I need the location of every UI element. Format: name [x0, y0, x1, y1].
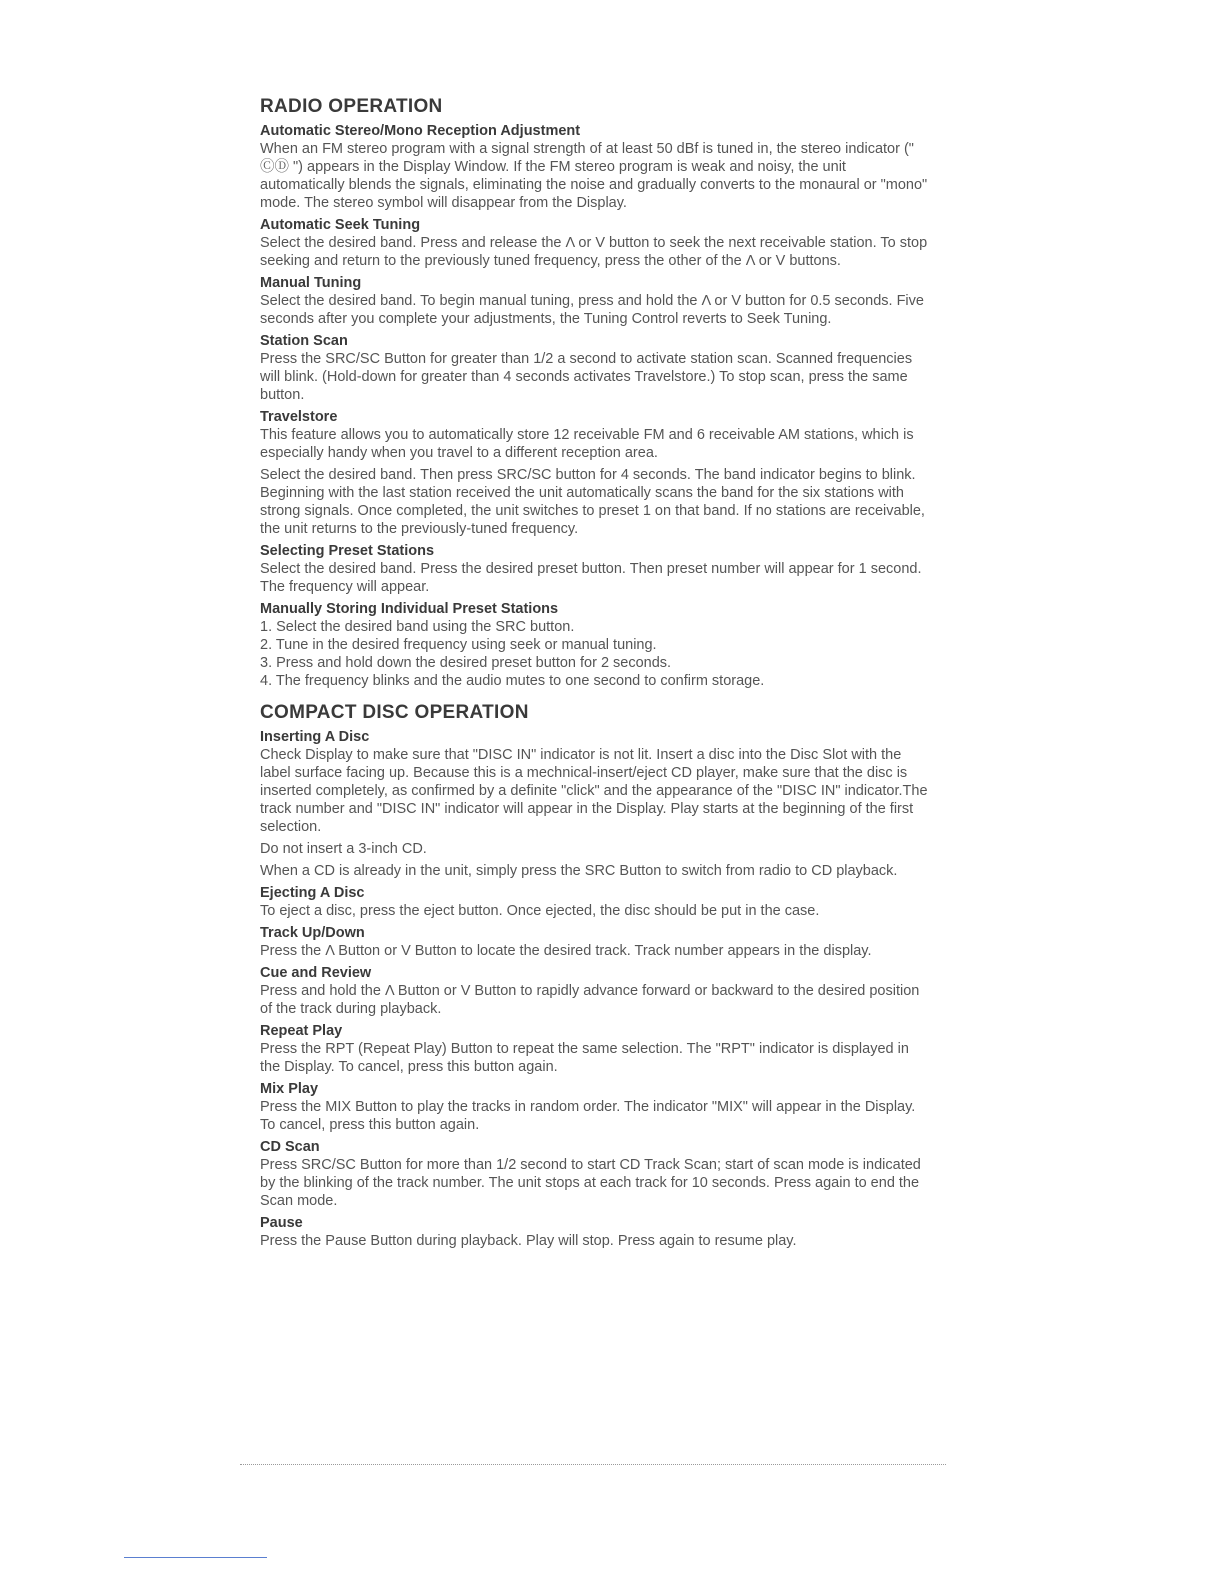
travelstore-text-1: This feature allows you to automatically store 12 receivable FM and 6 receivable AM stations, which is especially handy when you travel to a different reception area.	[260, 427, 914, 461]
corner-line	[124, 1557, 267, 1558]
mix-play-text: Press the MIX Button to play the tracks in random order. The indicator "MIX" will appear in the Display. To cancel, press this button again.	[260, 1099, 916, 1133]
seek-tuning-heading: Automatic Seek Tuning	[260, 217, 421, 233]
preset-stations-text: Select the desired band. Press the desired preset button. Then preset number will appear for 1 second. The frequency will appear.	[260, 561, 922, 595]
list-item: 2. Tune in the desired frequency using seek or manual tuning.	[260, 637, 657, 653]
list-item: 3. Press and hold down the desired preset button for 2 seconds.	[260, 655, 672, 671]
travelstore-heading: Travelstore	[260, 409, 338, 425]
list-item: 4. The frequency blinks and the audio mutes to one second to confirm storage.	[260, 673, 765, 689]
track-updown-heading: Track Up/Down	[260, 925, 365, 941]
cd-scan-text: Press SRC/SC Button for more than 1/2 second to start CD Track Scan; start of scan mode is indicated by the blinking of the track number. The unit stops at each track for 10 seconds. Press again to end the Scan mode.	[260, 1157, 921, 1209]
list-item: 1. Select the desired band using the SRC button.	[260, 619, 575, 635]
ejecting-disc-heading: Ejecting A Disc	[260, 885, 365, 901]
inserting-disc-text-2: Do not insert a 3-inch CD.	[260, 841, 427, 857]
manual-tuning-heading: Manual Tuning	[260, 275, 362, 291]
radio-operation-title: RADIO OPERATION	[260, 96, 443, 117]
storing-steps-list	[260, 618, 928, 690]
track-updown-text: Press the Λ Button or V Button to locate the desired track. Track number appears in the display.	[260, 943, 872, 959]
ejecting-disc-text: To eject a disc, press the eject button. Once ejected, the disc should be put in the case.	[260, 903, 820, 919]
cue-review-text: Press and hold the Λ Button or V Button to rapidly advance forward or backward to the desired position of the track during playback.	[260, 983, 920, 1017]
inserting-disc-heading: Inserting A Disc	[260, 729, 370, 745]
pause-heading: Pause	[260, 1215, 303, 1231]
manual-tuning-text: Select the desired band. To begin manual tuning, press and hold the Λ or V button for 0.5 seconds. Five seconds after you complete your adjustments, the Tuning Control reverts to Seek Tuning.	[260, 293, 924, 327]
cue-review-heading: Cue and Review	[260, 965, 372, 981]
preset-stations-heading: Selecting Preset Stations	[260, 543, 435, 559]
inserting-disc-text-3: When a CD is already in the unit, simply press the SRC Button to switch from radio to CD playback.	[260, 863, 898, 879]
station-scan-text: Press the SRC/SC Button for greater than 1/2 a second to activate station scan. Scanned frequencies will blink. (Hold-down for greater than 4 seconds activates Travelstore.) To stop scan, press the same button.	[260, 351, 913, 403]
pause-text: Press the Pause Button during playback. Play will stop. Press again to resume play.	[260, 1233, 797, 1249]
travelstore-text-2: Select the desired band. Then press SRC/SC button for 4 seconds. The band indicator begins to blink. Beginning with the last station received the unit automatically scans the band for the six stations with strong signals. Once completed, the unit switches to preset 1 on that band. If no stations are receivable, the unit returns to the previously-tuned frequency.	[260, 467, 925, 537]
storing-presets-heading: Manually Storing Individual Preset Stations	[260, 601, 559, 617]
bottom-divider	[240, 1464, 946, 1465]
repeat-play-text: Press the RPT (Repeat Play) Button to repeat the same selection. The "RPT" indicator is displayed in the Display. To cancel, press this button again.	[260, 1041, 909, 1075]
inserting-disc-text-1: Check Display to make sure that "DISC IN" indicator is not lit. Insert a disc into the Disc Slot with the label surface facing up. Because this is a mechnical-insert/eject CD player, make sure that the disc is inserted completely, as confirmed by a definite "click" and the appearance of the "DISC IN" indicator.The track number and "DISC IN" indicator will appear in the Display. Play starts at the beginning of the first selection.	[260, 747, 928, 835]
cd-scan-heading: CD Scan	[260, 1139, 320, 1155]
station-scan-heading: Station Scan	[260, 333, 348, 349]
page-content	[260, 96, 928, 1252]
repeat-play-heading: Repeat Play	[260, 1023, 343, 1039]
mix-play-heading: Mix Play	[260, 1081, 319, 1097]
stereo-mono-heading: Automatic Stereo/Mono Reception Adjustment	[260, 123, 581, 139]
seek-tuning-text: Select the desired band. Press and release the Λ or V button to seek the next receivable station. To stop seeking and return to the previously tuned frequency, press the other of the Λ or V buttons.	[260, 235, 928, 269]
cd-operation-title: COMPACT DISC OPERATION	[260, 702, 529, 723]
stereo-mono-text: When an FM stereo program with a signal strength of at least 50 dBf is tuned in, the stereo indicator (" ⒸⒹ ") appears in the Display Window. If the FM stereo program is weak and noisy, the unit automatically blends the signals, eliminating the noise and gradually converts to the monaural or "mono" mode. The stereo symbol will disappear from the Display.	[260, 141, 928, 211]
